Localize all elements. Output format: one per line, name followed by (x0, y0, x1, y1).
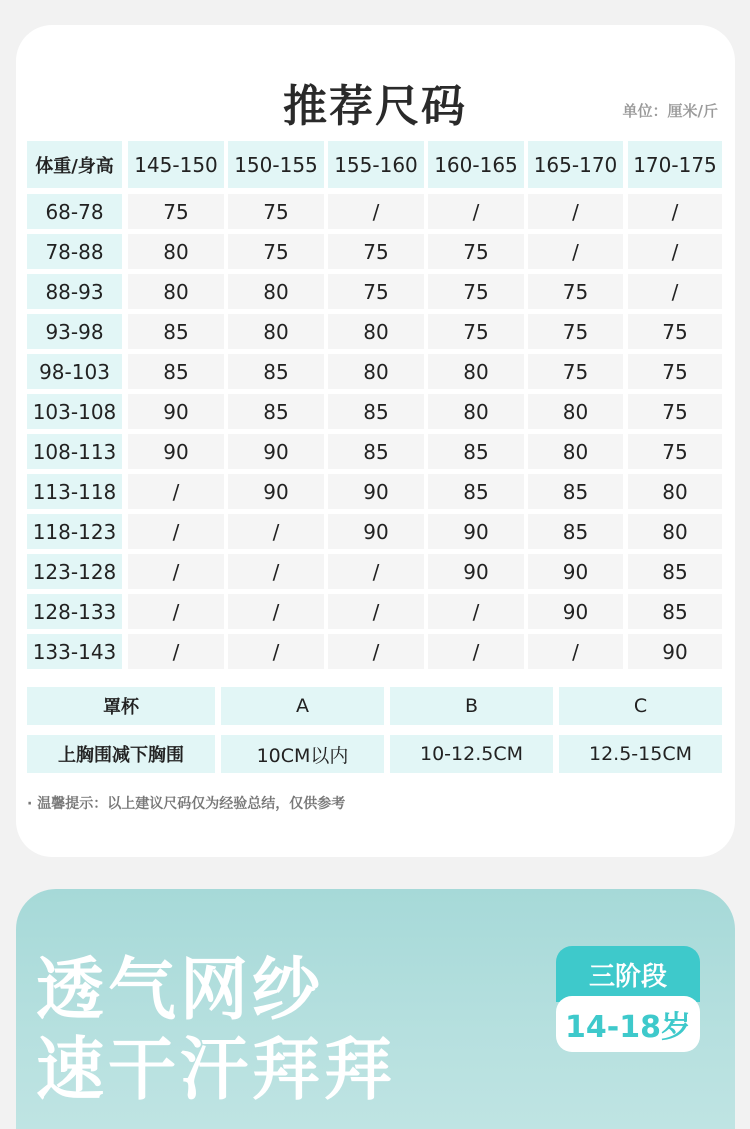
table-cell-size: 85 (428, 474, 524, 509)
stage-label: 三阶段 (556, 946, 700, 1002)
table-row-weight: 123-128 (27, 554, 122, 589)
table-cell-size: 75 (628, 314, 722, 349)
table-cell-size: 90 (328, 514, 424, 549)
table-row-weight: 108-113 (27, 434, 122, 469)
table-cell-size: 85 (128, 354, 224, 389)
cup-size: A (221, 687, 384, 725)
table-cell-size: 85 (628, 554, 722, 589)
table-cell-size: 80 (628, 474, 722, 509)
table-cell-size: 75 (328, 234, 424, 269)
table-cell-size: / (228, 634, 324, 669)
table-cell-size: / (128, 634, 224, 669)
table-cell-size: 75 (528, 314, 623, 349)
table-row-weight: 98-103 (27, 354, 122, 389)
table-cell-size: 75 (628, 394, 722, 429)
table-cell-size: / (128, 514, 224, 549)
page-title: 推荐尺码 (283, 81, 467, 132)
slogan-line-1: 透气网纱 (36, 951, 325, 1030)
tip-text: · 温馨提示：以上建议尺码仅为经验总结，仅供参考 (27, 796, 346, 812)
table-cell-size: / (228, 554, 324, 589)
table-cell-size: / (628, 234, 722, 269)
cup-measurement: 12.5-15CM (559, 735, 722, 773)
table-cell-size: 80 (428, 354, 524, 389)
age-range: 14-18岁 (556, 996, 700, 1052)
table-cell-size: 75 (428, 274, 524, 309)
table-cell-size: 90 (528, 594, 623, 629)
table-row-weight: 113-118 (27, 474, 122, 509)
cup-measurement: 10CM以内 (221, 735, 384, 773)
table-cell-size: / (528, 634, 623, 669)
table-cell-size: 90 (228, 434, 324, 469)
stage-badge (556, 946, 700, 1052)
table-cell-size: / (428, 634, 524, 669)
table-cell-size: 90 (128, 434, 224, 469)
table-cell-size: 90 (228, 474, 324, 509)
table-cell-size: 80 (228, 274, 324, 309)
table-cell-size: / (328, 554, 424, 589)
table-cell-size: 90 (528, 554, 623, 589)
table-cell-size: 90 (428, 514, 524, 549)
table-cell-size: 85 (328, 434, 424, 469)
table-cell-size: / (128, 474, 224, 509)
table-row-weight: 68-78 (27, 194, 122, 229)
table-cell-size: 85 (228, 394, 324, 429)
table-cell-size: / (328, 194, 424, 229)
cup-size: C (559, 687, 722, 725)
table-header-height: 145-150 (128, 141, 224, 188)
table-cell-size: 80 (328, 314, 424, 349)
table-cell-size: / (328, 594, 424, 629)
table-cell-size: / (128, 594, 224, 629)
table-cell-size: / (128, 554, 224, 589)
slogan-line-2: 速干汗拜拜 (36, 1031, 397, 1110)
table-cell-size: 80 (128, 274, 224, 309)
table-cell-size: 75 (628, 354, 722, 389)
table-cell-size: 90 (628, 634, 722, 669)
table-cell-size: 90 (328, 474, 424, 509)
table-cell-size: 85 (328, 394, 424, 429)
table-cell-size: 90 (428, 554, 524, 589)
table-cell-size: / (528, 234, 623, 269)
table-cell-size: / (328, 634, 424, 669)
table-cell-size: / (528, 194, 623, 229)
table-row-weight: 88-93 (27, 274, 122, 309)
table-cell-size: 75 (328, 274, 424, 309)
table-cell-size: 80 (528, 434, 623, 469)
table-header-height: 155-160 (328, 141, 424, 188)
table-row-weight: 133-143 (27, 634, 122, 669)
table-cell-size: / (628, 274, 722, 309)
table-cell-size: 75 (428, 314, 524, 349)
table-header-height: 170-175 (628, 141, 722, 188)
cup-size: B (390, 687, 553, 725)
table-cell-size: 80 (328, 354, 424, 389)
table-cell-size: / (628, 194, 722, 229)
table-cell-size: / (228, 514, 324, 549)
table-row-weight: 93-98 (27, 314, 122, 349)
table-cell-size: 75 (628, 434, 722, 469)
table-cell-size: 80 (228, 314, 324, 349)
table-row-weight: 118-123 (27, 514, 122, 549)
table-cell-size: / (428, 594, 524, 629)
table-row-weight: 103-108 (27, 394, 122, 429)
table-cell-size: 75 (128, 194, 224, 229)
cup-header-label: 罩杯 (27, 687, 215, 725)
table-header-height: 150-155 (228, 141, 324, 188)
table-cell-size: 85 (528, 474, 623, 509)
table-cell-size: 85 (228, 354, 324, 389)
table-cell-size: 75 (528, 354, 623, 389)
table-cell-size: 80 (628, 514, 722, 549)
table-cell-size: 80 (428, 394, 524, 429)
table-cell-size: 75 (428, 234, 524, 269)
cup-row-label: 上胸围减下胸围 (27, 735, 215, 773)
cup-measurement: 10-12.5CM (390, 735, 553, 773)
table-cell-size: 75 (228, 194, 324, 229)
table-header-height: 165-170 (528, 141, 623, 188)
table-cell-size: / (428, 194, 524, 229)
table-cell-size: 85 (128, 314, 224, 349)
table-header-height: 160-165 (428, 141, 524, 188)
table-header-corner: 体重/身高 (27, 141, 122, 188)
table-row-weight: 78-88 (27, 234, 122, 269)
table-cell-size: 85 (428, 434, 524, 469)
table-cell-size: 80 (128, 234, 224, 269)
table-cell-size: 85 (628, 594, 722, 629)
table-cell-size: 75 (228, 234, 324, 269)
table-cell-size: / (228, 594, 324, 629)
table-row-weight: 128-133 (27, 594, 122, 629)
unit-note: 单位：厘米/斤 (622, 102, 718, 120)
table-cell-size: 75 (528, 274, 623, 309)
table-cell-size: 80 (528, 394, 623, 429)
table-cell-size: 85 (528, 514, 623, 549)
table-cell-size: 90 (128, 394, 224, 429)
